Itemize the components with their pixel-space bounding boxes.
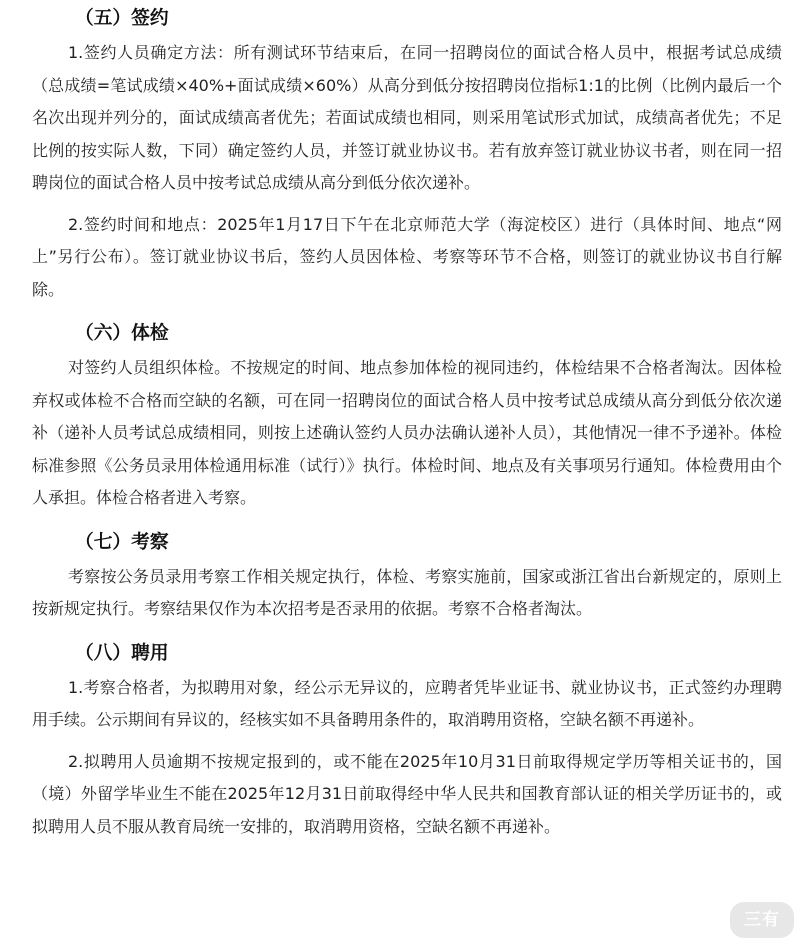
- paragraph: 1.考察合格者，为拟聘用对象，经公示无异议的，应聘者凭毕业证书、就业协议书，正式签约办理聘用手续。公示期间有异议的，经核实如不具备聘用条件的，取消聘用资格，空缺名额不再递补。: [32, 677, 782, 729]
- document-body: [32, 0, 782, 852]
- paragraph: 2.拟聘用人员逾期不按规定报到的，或不能在2025年10月31日前取得规定学历等相关证书的，国（境）外留学毕业生不能在2025年12月31日前取得经中华人民共和国教育部认证的相关学历证书的，或拟聘用人员不服从教育局统一安排的，取消聘用资格，空缺名额不再递补。: [32, 751, 782, 836]
- section-medical-exam: [32, 315, 782, 515]
- section-heading: （八）聘用: [75, 642, 169, 664]
- paragraph: 2.签约时间和地点：2025年1月17日下午在北京师范大学（海淀校区）进行（具体时间、地点“网上”另行公布）。签订就业协议书后，签约人员因体检、考察等环节不合格，则签订的就业协议书自行解除。: [32, 214, 782, 299]
- section-heading: （六）体检: [75, 323, 169, 344]
- watermark-logo: 三有: [730, 902, 794, 938]
- paragraph: 考察按公务员录用考察工作相关规定执行，体检、考察实施前，国家或浙江省出台新规定的，原则上按新规定执行。考察结果仅作为本次招考是否录用的依据。考察不合格者淘汰。: [32, 566, 782, 618]
- section-inspection: [32, 524, 782, 626]
- paragraph: 对签约人员组织体检。不按规定的时间、地点参加体检的视同违约，体检结果不合格者淘汰。因体检弃权或体检不合格而空缺的名额，可在同一招聘岗位的面试合格人员中按考试总成绩从高分到低分依次递补（递补人员考试总成绩相同，则按上述确认签约人员办法确认递补人员），其他情况一律不予递补。体检标准参照《公务员录用体检通用标准（试行）》执行。体检时间、地点及有关事项另行通知。体检费用由个人承担。体检合格者进入考察。: [32, 358, 782, 507]
- section-employment: [32, 635, 782, 844]
- section-heading: （五）签约: [75, 8, 169, 29]
- section-signing: [32, 0, 782, 306]
- paragraph: 1.签约人员确定方法：所有测试环节结束后，在同一招聘岗位的面试合格人员中，根据考试总成绩（总成绩=笔试成绩×40%+面试成绩×60%）从高分到低分按招聘岗位指标1:1的比例（比例内最后一个名次出现并列分的，面试成绩高者优先；若面试成绩也相同，则采用笔试形式加试，成绩高者优先；不足比例的按实际人数，下同）确定签约人员，并签订就业协议书。若有放弃签订就业协议书者，则在同一招聘岗位的面试合格人员中按考试总成绩从高分到低分依次递补。: [32, 43, 782, 192]
- section-heading: （七）考察: [75, 531, 169, 553]
